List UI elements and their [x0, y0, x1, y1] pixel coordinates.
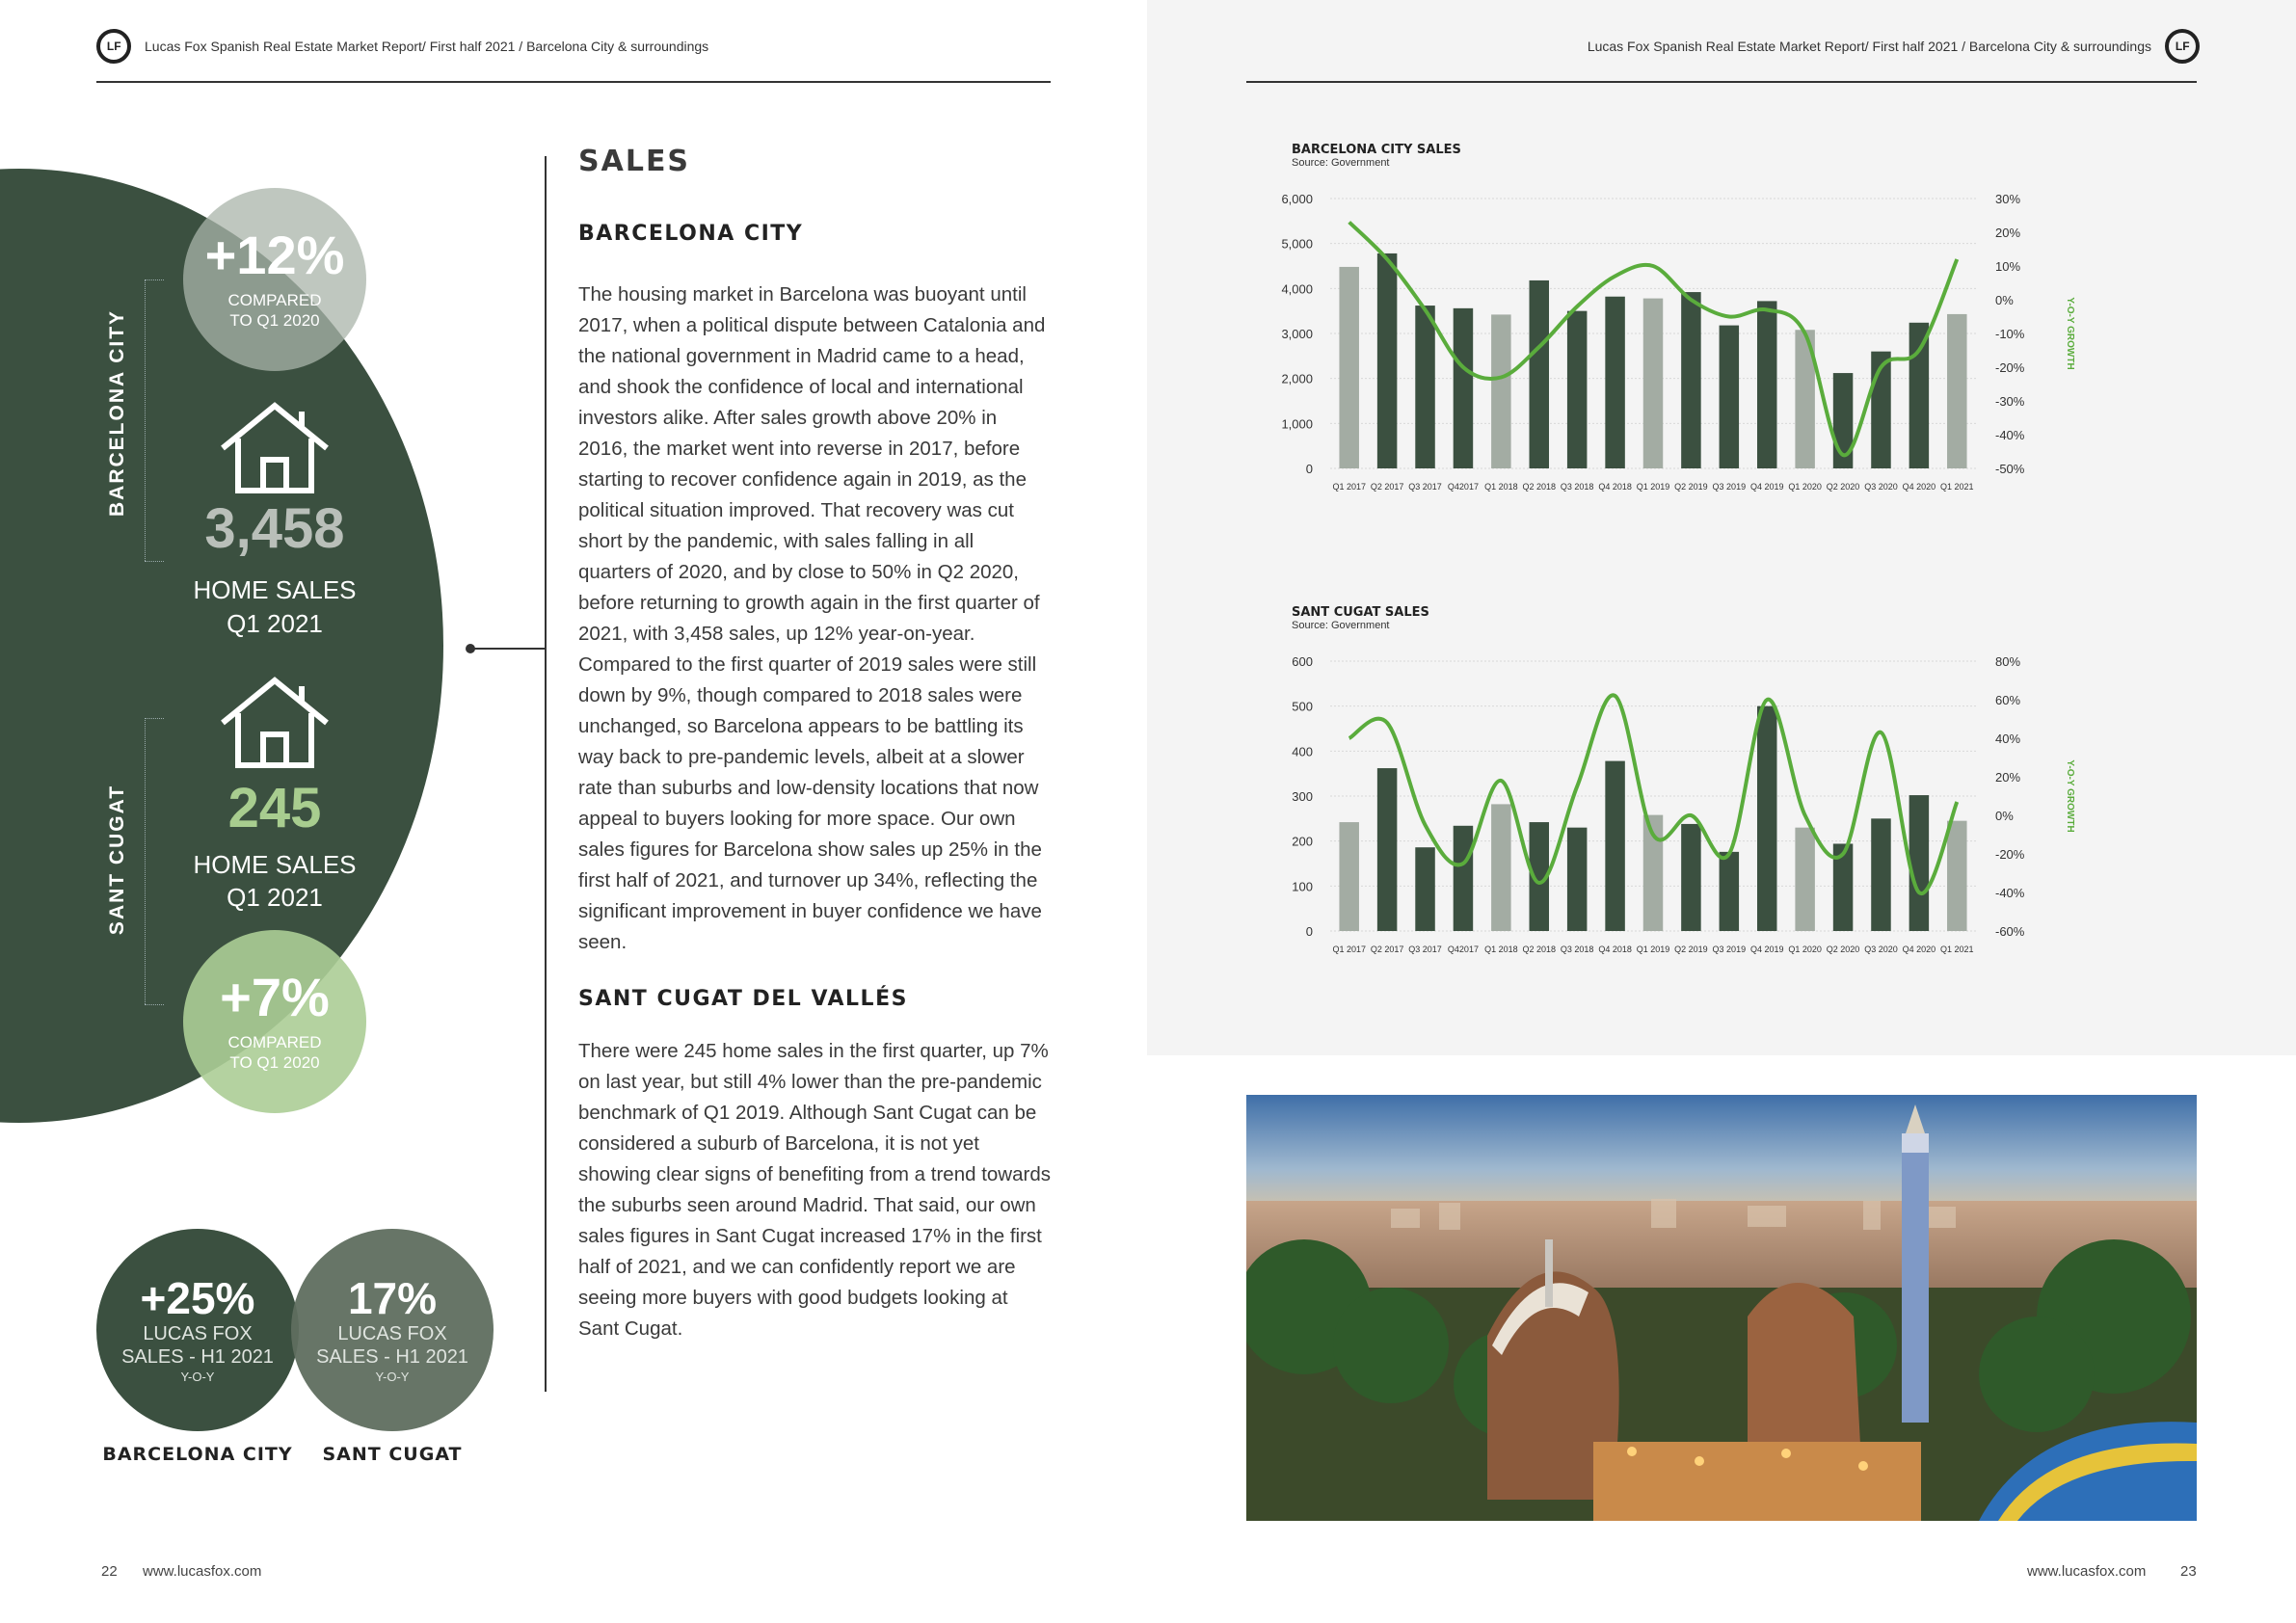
footer-right-url: www.lucasfox.com	[2027, 1563, 2147, 1580]
x-tick-label: Q2 2019	[1674, 482, 1708, 492]
header-left	[96, 27, 708, 66]
article-content	[578, 145, 1051, 1344]
bar	[1871, 818, 1890, 931]
sc-change-note: COMPARED TO Q1 2020	[227, 1033, 322, 1072]
sc-subtitle: SANT CUGAT DEL VALLÉS	[578, 987, 908, 1011]
bcn-bracket-top	[145, 279, 164, 280]
y-tick-label: 0	[1305, 462, 1313, 476]
x-tick-label: Q3 2020	[1864, 482, 1898, 492]
x-tick-label: Q3 2018	[1560, 945, 1594, 954]
x-tick-label: Q3 2019	[1712, 482, 1747, 492]
y-tick-label: 0	[1305, 924, 1313, 939]
x-tick-label: Q1 2018	[1484, 482, 1518, 492]
y2-tick-label: -20%	[1995, 847, 2025, 862]
connector-line	[472, 648, 546, 650]
y-tick-label: 1,000	[1281, 416, 1313, 432]
lf-bcn-line3: Y-O-Y	[180, 1370, 215, 1384]
x-tick-label: Q4 2019	[1749, 945, 1784, 954]
x-tick-label: Q4 2020	[1902, 945, 1936, 954]
bar	[1643, 299, 1663, 468]
chart-title: SANT CUGAT SALES	[1292, 605, 1429, 620]
bcn-sales-label: HOME SALES	[193, 575, 357, 604]
chart-source: Source: Government	[1292, 620, 1390, 631]
lf-bcn-line2: SALES - H1 2021	[121, 1346, 274, 1368]
y2-tick-label: -60%	[1995, 924, 2025, 939]
lf-sc-value: 17%	[347, 1273, 438, 1323]
bar	[1909, 323, 1929, 468]
x-tick-label: Q3 2020	[1864, 945, 1898, 954]
sc-paragraph: There were 245 home sales in the first quarter, up 7% on last year, but still 4% lower than the pre-pandemic benchmark of Q1 2019. Although Sant Cugat can be considered a suburb of Barcelona, it is not yet showing clear signs of benefiting from a trend towards the suburbs seen around Madrid. That said, our own sales figures in Sant Cugat increased 17% in the first half of 2021, and we can confidently report we are seeing more buyers with good budgets looking at Sant Cugat.	[578, 1040, 1051, 1340]
y2-tick-label: -40%	[1995, 886, 2025, 900]
lucas-fox-logo-icon: LF	[2158, 22, 2207, 71]
header-subtitle: / First half 2021 / Barcelona City & surroundings	[1864, 39, 2151, 54]
x-tick-label: Q4 2019	[1749, 482, 1784, 492]
header-rule-left	[96, 81, 1051, 83]
y2-tick-label: -10%	[1995, 327, 2025, 341]
y2-tick-label: 0%	[1995, 293, 2014, 307]
bar	[1720, 852, 1739, 931]
y2-axis-label: Y-O-Y GROWTH	[2065, 297, 2075, 370]
y2-tick-label: 10%	[1995, 259, 2021, 274]
lf-sc-line1: LUCAS FOX	[337, 1323, 447, 1344]
y2-tick-label: 60%	[1995, 693, 2021, 707]
bar	[1909, 795, 1929, 931]
header-rule-right	[1246, 81, 2197, 83]
bar	[1377, 768, 1397, 931]
y-tick-label: 5,000	[1281, 236, 1313, 252]
lf-bcn-value: +25%	[140, 1273, 255, 1323]
lf-sc-line3: Y-O-Y	[375, 1370, 410, 1384]
bar	[1454, 308, 1473, 468]
bar	[1377, 253, 1397, 468]
chart-title: BARCELONA CITY SALES	[1292, 143, 1461, 157]
x-tick-label: Q1 2019	[1636, 945, 1670, 954]
y-tick-label: 600	[1292, 654, 1313, 669]
bar	[1947, 821, 1966, 931]
y-tick-label: 3,000	[1281, 327, 1313, 341]
lf-sc-circle	[291, 1229, 494, 1431]
sc-vertical-label: SANT CUGAT	[106, 784, 128, 936]
bcn-sales-value: 3,458	[204, 497, 345, 560]
x-tick-label: Q1 2021	[1940, 482, 1974, 492]
sc-bracket-top	[145, 718, 164, 719]
park-guell-photo	[1246, 1095, 2197, 1521]
house-icon	[217, 675, 333, 771]
y2-axis-label: Y-O-Y GROWTH	[2065, 759, 2075, 833]
y-tick-label: 200	[1292, 834, 1313, 849]
x-tick-label: Q2 2018	[1522, 482, 1557, 492]
sc-change-value: +7%	[220, 967, 330, 1027]
x-tick-label: Q4 2020	[1902, 482, 1936, 492]
bar	[1605, 297, 1624, 468]
sc-bracket-bottom	[145, 1004, 164, 1005]
sc-sales-label: HOME SALES	[193, 850, 357, 879]
y2-tick-label: 30%	[1995, 192, 2021, 206]
bar	[1720, 326, 1739, 468]
y2-tick-label: 20%	[1995, 226, 2021, 240]
x-tick-label: Q2 2017	[1370, 945, 1404, 954]
x-tick-label: Q3 2017	[1408, 482, 1442, 492]
bar	[1530, 280, 1549, 468]
y-tick-label: 500	[1292, 699, 1313, 714]
bar	[1567, 828, 1587, 931]
bar	[1757, 301, 1776, 468]
x-tick-label: Q2 2019	[1674, 945, 1708, 954]
x-tick-label: Q2 2020	[1826, 945, 1860, 954]
y2-tick-label: -30%	[1995, 394, 2025, 409]
sc-sales-period: Q1 2021	[227, 883, 323, 912]
x-tick-label: Q1 2021	[1940, 945, 1974, 954]
lf-sc-line2: SALES - H1 2021	[316, 1346, 468, 1368]
x-tick-label: Q3 2018	[1560, 482, 1594, 492]
x-tick-label: Q1 2018	[1484, 945, 1518, 954]
y2-tick-label: -40%	[1995, 428, 2025, 442]
y2-tick-label: 40%	[1995, 732, 2021, 746]
x-tick-label: Q2 2020	[1826, 482, 1860, 492]
x-tick-label: Q42017	[1447, 482, 1479, 492]
y2-tick-label: -20%	[1995, 360, 2025, 375]
bar	[1415, 306, 1434, 468]
header-brand: Lucas Fox Spanish Real Estate Market Report	[1587, 39, 1865, 54]
y-tick-label: 400	[1292, 744, 1313, 759]
bcn-sales-chart	[1281, 143, 2159, 547]
y2-tick-label: 20%	[1995, 770, 2021, 785]
y2-tick-label: 80%	[1995, 654, 2021, 669]
bar	[1415, 847, 1434, 931]
sc-sales-value: 245	[227, 777, 322, 839]
footer-left-page: 22	[101, 1563, 118, 1580]
x-tick-label: Q1 2020	[1788, 482, 1822, 492]
x-tick-label: Q42017	[1447, 945, 1479, 954]
bar	[1681, 824, 1700, 931]
x-tick-label: Q1 2020	[1788, 945, 1822, 954]
bar	[1339, 267, 1358, 468]
y-tick-label: 300	[1292, 789, 1313, 804]
header-right	[1588, 27, 2200, 66]
content-divider	[545, 156, 547, 1392]
bar	[1567, 311, 1587, 468]
bar	[1681, 292, 1700, 468]
bcn-change-circle	[183, 188, 366, 371]
x-tick-label: Q1 2017	[1332, 945, 1366, 954]
sc-sales-chart-svg	[1253, 642, 2121, 1008]
y-tick-label: 2,000	[1281, 371, 1313, 386]
x-tick-label: Q4 2018	[1598, 945, 1632, 954]
bcn-paragraph: The housing market in Barcelona was buoyant until 2017, when a political dispute between Catalonia and the national government in Madrid came to a head, and shook the confidence of local and international investors alike. After sales growth above 20% in 2016, the market went into reverse in 2017, before starting to recover confidence again in 2019, as the political situation improved. That recovery was cut short by the pandemic, with sales falling in all quarters of 2020, and by close to 50% in Q2 2020, before returning to growth again in the first quarter of 2021, with 3,458 sales, up 12% year-on-year. Compared to the first quarter of 2019 sales were still down by 9%, though compared to 2018 sales were unchanged, so Barcelona appears to be battling its way back to pre-pandemic levels, albeit at a slower rate than suburbs and low-density locations that now appeal to buyers looking for more space. Our own sales figures for Barcelona show sales up 25% in the first half of 2021, and turnover up 34%, reflecting the significant improvement in buyer confidence we have seen.	[578, 283, 1046, 953]
bar	[1339, 822, 1358, 931]
bcn-sales-chart-svg	[1253, 179, 2121, 545]
x-tick-label: Q1 2019	[1636, 482, 1670, 492]
lf-bcn-line1: LUCAS FOX	[143, 1323, 253, 1344]
bcn-change-note: COMPARED TO Q1 2020	[227, 291, 322, 330]
bar	[1947, 314, 1966, 468]
footer-right-page: 23	[2180, 1563, 2197, 1580]
sc-sales-chart	[1292, 605, 2159, 1010]
bcn-vertical-label: BARCELONA CITY	[106, 308, 128, 517]
y-tick-label: 6,000	[1281, 192, 1313, 206]
bar	[1605, 761, 1624, 931]
x-tick-label: Q3 2019	[1712, 945, 1747, 954]
lucas-fox-logo-icon: LF	[90, 22, 139, 71]
x-tick-label: Q3 2017	[1408, 945, 1442, 954]
house-icon	[217, 400, 333, 496]
header-brand: Lucas Fox Spanish Real Estate Market Report	[145, 39, 422, 54]
bar	[1757, 706, 1776, 931]
section-title: SALES	[578, 145, 691, 178]
bcn-sales-period: Q1 2021	[227, 609, 323, 638]
chart-source: Source: Government	[1292, 157, 1390, 169]
bcn-bracket-bottom	[145, 561, 164, 562]
x-tick-label: Q1 2017	[1332, 482, 1366, 492]
lf-bcn-caption: BARCELONA CITY	[102, 1444, 293, 1465]
x-tick-label: Q2 2018	[1522, 945, 1557, 954]
bar	[1795, 828, 1814, 931]
bar	[1454, 826, 1473, 931]
x-tick-label: Q4 2018	[1598, 482, 1632, 492]
y2-tick-label: -50%	[1995, 462, 2025, 476]
bcn-subtitle: BARCELONA CITY	[578, 222, 804, 246]
footer-left-url: www.lucasfox.com	[143, 1563, 262, 1580]
lf-bcn-circle	[96, 1229, 299, 1431]
bar	[1491, 804, 1510, 931]
bar	[1491, 314, 1510, 468]
y-tick-label: 4,000	[1281, 281, 1313, 297]
y-tick-label: 100	[1292, 879, 1313, 894]
x-tick-label: Q2 2017	[1370, 482, 1404, 492]
sc-change-circle	[183, 930, 366, 1113]
y2-tick-label: 0%	[1995, 809, 2014, 823]
bcn-change-value: +12%	[204, 225, 345, 285]
header-subtitle: / First half 2021 / Barcelona City & surroundings	[421, 39, 709, 54]
lf-sc-caption: SANT CUGAT	[322, 1444, 463, 1465]
